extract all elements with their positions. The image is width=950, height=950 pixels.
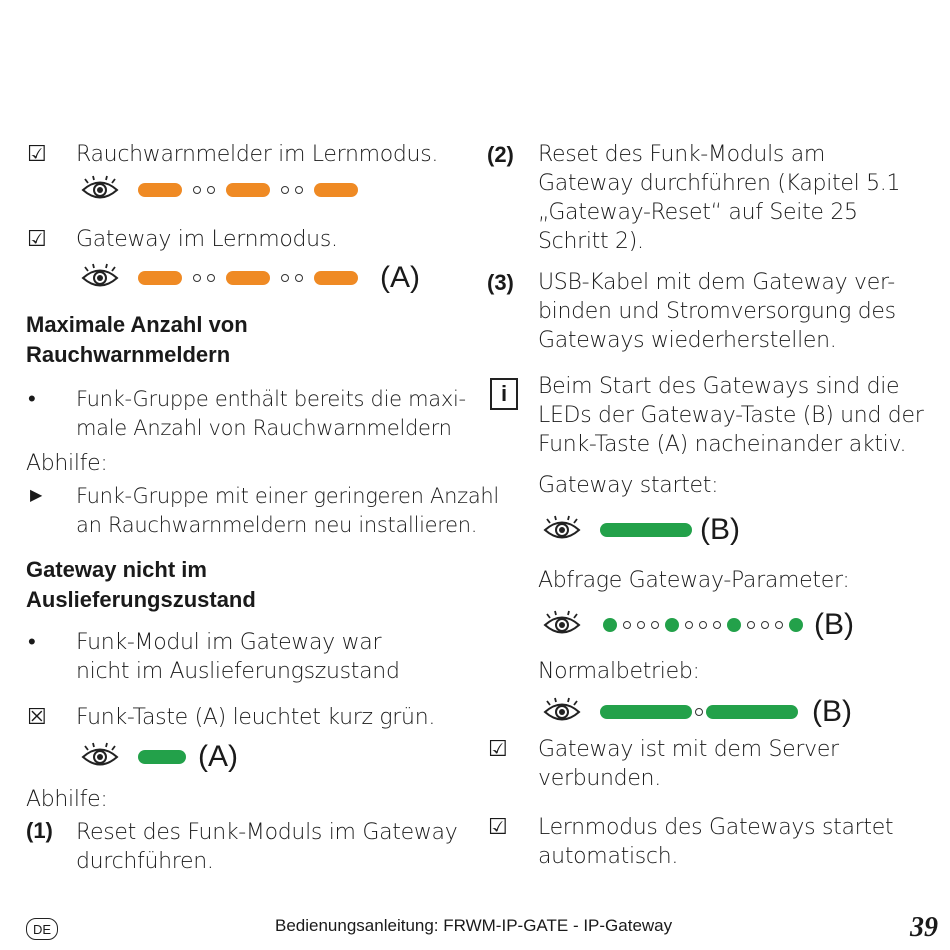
checkbox-checked-icon: ☑ — [488, 815, 508, 840]
led-orange-on — [314, 183, 358, 197]
check-text-rauchwarnmelder: Rauchwarnmelder im Lernmodus. — [76, 142, 439, 167]
language-badge: DE — [26, 918, 58, 940]
led-label: (B) — [700, 513, 740, 546]
info-text: Beim Start des Gateways sind die LEDs der Gateway-Taste (B) und der Funk-Taste (A) nacheinander aktiv. — [538, 374, 924, 457]
page-number: 39 — [910, 912, 938, 943]
checkbox-crossed-icon: ☒ — [27, 705, 47, 730]
eye-icon — [542, 610, 582, 640]
led-off — [747, 621, 755, 629]
led-off — [295, 274, 303, 282]
footer-title: Bedienungsanleitung: FRWM-IP-GATE - IP-Gateway — [275, 916, 673, 935]
led-orange-on — [138, 183, 182, 197]
bullet-text-funk-gruppe: Funk-Gruppe enthält bereits die maxi- male Anzahl von Rauchwarnmeldern — [76, 387, 466, 440]
led-green-on — [138, 750, 186, 764]
led-sequence-orange-2 — [80, 258, 420, 298]
info-icon: i — [490, 378, 518, 410]
led-green-on — [789, 618, 803, 632]
led-off — [193, 186, 201, 194]
check-text-server-verbunden: Gateway ist mit dem Server verbunden. — [538, 737, 839, 791]
step-number: (3) — [487, 270, 514, 295]
led-orange-on — [226, 271, 270, 285]
label-normalbetrieb: Normalbetrieb: — [538, 659, 700, 684]
led-green-on — [727, 618, 741, 632]
led-off — [685, 621, 693, 629]
led-off — [207, 186, 215, 194]
led-green-on — [665, 618, 679, 632]
eye-icon — [80, 263, 120, 293]
led-off — [695, 708, 703, 716]
led-off — [281, 186, 289, 194]
led-sequence-orange-1 — [80, 170, 358, 210]
abhilfe-label: Abhilfe: — [26, 787, 108, 812]
step-text-usb-kabel: USB-Kabel mit dem Gateway ver- binden und Stromversorgung des Gateways wiederherstellen. — [538, 270, 896, 353]
led-sequence-green-short — [80, 737, 238, 777]
eye-icon — [542, 697, 582, 727]
eye-icon — [542, 515, 582, 545]
checkbox-checked-icon: ☑ — [27, 142, 47, 167]
led-label: (A) — [380, 261, 420, 294]
step-number: (1) — [26, 818, 53, 843]
led-green-on — [600, 523, 692, 537]
led-label: (B) — [812, 695, 852, 728]
abhilfe-label: Abhilfe: — [26, 451, 108, 476]
check-text-lernmodus-startet: Lernmodus des Gateways startet automatisch. — [538, 815, 894, 869]
checkbox-checked-icon: ☑ — [488, 737, 508, 762]
led-label: (A) — [198, 740, 238, 773]
led-sequence-green-start — [542, 510, 740, 550]
step-text-reset-gateway: Reset des Funk-Moduls im Gateway durchführen. — [76, 820, 458, 874]
label-gateway-startet: Gateway startet: — [538, 473, 719, 498]
led-off — [637, 621, 645, 629]
led-off — [699, 621, 707, 629]
step-text-reset-am-gateway: Reset des Funk-Moduls am Gateway durchführen (Kapitel 5.1 „Gateway-Reset“ auf Seite 25 Schritt 2). — [538, 142, 901, 254]
led-green-on — [603, 618, 617, 632]
led-off — [775, 621, 783, 629]
bullet: • — [28, 387, 36, 412]
led-orange-on — [138, 271, 182, 285]
led-label: (B) — [814, 608, 854, 641]
led-off — [623, 621, 631, 629]
led-off — [761, 621, 769, 629]
check-text-gateway-lernmodus: Gateway im Lernmodus. — [76, 227, 338, 252]
led-off — [651, 621, 659, 629]
led-orange-on — [314, 271, 358, 285]
led-off — [207, 274, 215, 282]
led-off — [281, 274, 289, 282]
led-orange-on — [226, 183, 270, 197]
instruction-text-funk-gruppe: Funk-Gruppe mit einer geringeren Anzahl an Rauchwarnmeldern neu installieren. — [76, 484, 499, 537]
led-off — [193, 274, 201, 282]
led-sequence-green-normal — [542, 692, 852, 732]
step-number: (2) — [487, 142, 514, 167]
eye-icon — [80, 175, 120, 205]
checkbox-checked-icon: ☑ — [27, 227, 47, 252]
bullet-text-funk-modul: Funk-Modul im Gateway war nicht im Auslieferungszustand — [76, 630, 400, 684]
label-abfrage-parameter: Abfrage Gateway-Parameter: — [538, 568, 850, 593]
heading-maximale-anzahl: Maximale Anzahl von Rauchwarnmeldern — [26, 312, 248, 367]
led-green-on — [706, 705, 798, 719]
heading-gateway-nicht: Gateway nicht im Auslieferungszustand — [26, 557, 256, 612]
led-sequence-green-param — [542, 605, 854, 645]
led-off — [295, 186, 303, 194]
arrow-bullet-icon: ▶ — [30, 485, 43, 504]
led-green-on — [600, 705, 692, 719]
led-off — [713, 621, 721, 629]
cross-text-funk-taste: Funk-Taste (A) leuchtet kurz grün. — [76, 705, 436, 730]
eye-icon — [80, 742, 120, 772]
bullet: • — [28, 630, 36, 655]
